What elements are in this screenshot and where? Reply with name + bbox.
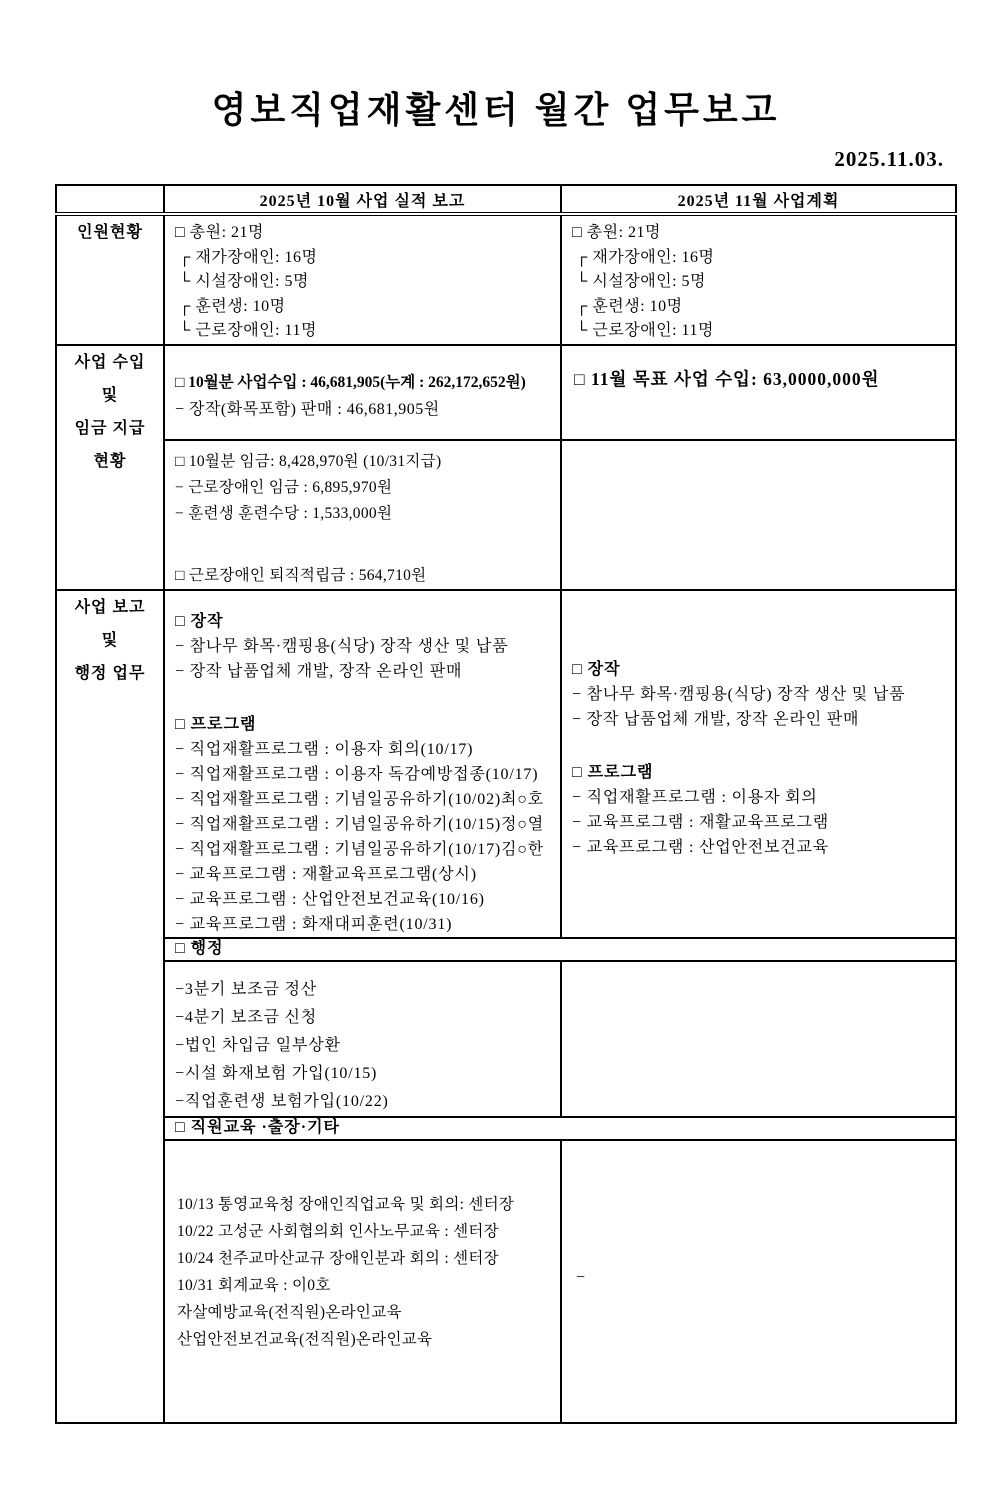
row-label-income (56, 345, 164, 590)
row-label-line: 현황 (93, 452, 127, 470)
row-label-line: 및 (101, 386, 119, 404)
personnel-line: ┌ 훈련생: 10명 (179, 297, 286, 315)
row-label-line: 행정 업무 (74, 664, 146, 682)
revenue-plan-line: □ 11월 목표 사업 수입: 63,0000,000원 (574, 368, 880, 389)
firewood-line: − 참나무 화목·캠핑용(식당) 장작 생산 및 납품 (572, 685, 906, 703)
wage-line: − 근로장애인 임금 : 6,895,970원 (175, 478, 393, 496)
personnel-line: └ 시설장애인: 5명 (179, 273, 310, 290)
program-line: − 교육프로그램 : 화재대피훈련(10/31) (175, 915, 453, 933)
program-line: − 직업재활프로그램 : 이용자 회의(10/17) (175, 740, 474, 758)
training-band: □ 직원교육 ·출장·기타 (164, 1117, 956, 1140)
wage-row (56, 440, 956, 590)
revenue-title-line: □ 10월분 사업수입 : 46,681,905(누계 : 262,172,652원) (175, 373, 526, 391)
program-section-title: □ 프로그램 (572, 763, 654, 781)
program-line: − 직업재활프로그램 : 기념일공유하기(10/15)정○열 (175, 815, 544, 833)
report-table (55, 184, 957, 1424)
admin-line: −4분기 보조금 신청 (175, 1008, 318, 1026)
program-line: − 교육프로그램 : 재활교육프로그램(상시) (175, 865, 477, 883)
admin-line: −3분기 보조금 정산 (175, 980, 318, 998)
revenue-actual-cell (164, 345, 561, 440)
admin-line: −법인 차입금 일부상환 (175, 1036, 341, 1054)
admin-actual-cell (164, 961, 561, 1117)
report-title: 영보직업재활센터 월간 업무보고 (211, 90, 781, 130)
report-date: 2025.11.03. (834, 147, 944, 171)
program-line: − 직업재활프로그램 : 이용자 독감예방접종(10/17) (175, 765, 539, 783)
wage-line: − 훈련생 훈련수당 : 1,533,000원 (175, 504, 393, 522)
personnel-plan-cell (561, 214, 956, 345)
admin-plan-cell (561, 961, 956, 1117)
row-label-personnel: 인원현황 (56, 214, 164, 345)
revenue-detail-line: − 장작(화목포함) 판매 : 46,681,905원 (175, 400, 440, 418)
firewood-section-title: □ 장작 (175, 612, 224, 630)
header-empty-cell (56, 185, 164, 214)
training-actual-cell (164, 1140, 561, 1423)
program-line: − 직업재활프로그램 : 기념일공유하기(10/02)최○호 (175, 790, 544, 808)
training-row (56, 1140, 956, 1423)
training-plan-cell (561, 1140, 956, 1423)
training-line: 10/24 천주교마산교규 장애인분과 회의 : 센터장 (177, 1249, 499, 1267)
row-label-line: 및 (101, 631, 119, 649)
personnel-line: └ 근로장애인: 11명 (576, 322, 714, 339)
personnel-line: ┌ 재가장애인: 16명 (179, 248, 318, 266)
program-line: − 직업재활프로그램 : 이용자 회의 (572, 788, 818, 806)
admin-row (56, 961, 956, 1117)
program-line: − 교육프로그램 : 산업안전보건교육(10/16) (175, 890, 485, 908)
personnel-line: └ 시설장애인: 5명 (576, 273, 707, 290)
header-row (56, 185, 956, 214)
col-header-plan: 2025년 11월 사업계획 (561, 185, 956, 214)
personnel-line: □ 총원: 21명 (175, 224, 264, 241)
personnel-line: □ 총원: 21명 (572, 224, 661, 241)
wage-actual-cell (164, 440, 561, 590)
admin-band: □ 행정 (164, 938, 956, 961)
training-line: 10/22 고성군 사회협의회 인사노무교육 : 센터장 (177, 1222, 499, 1240)
wage-line: □ 근로장애인 퇴직적립금 : 564,710원 (175, 566, 427, 584)
wage-plan-cell (561, 440, 956, 590)
program-line: − 직업재활프로그램 : 기념일공유하기(10/17)김○한 (175, 840, 544, 858)
firewood-section-title: □ 장작 (572, 660, 621, 678)
training-line: 10/31 회계교육 : 이0호 (177, 1276, 331, 1294)
firewood-line: − 장작 납품업체 개발, 장작 온라인 판매 (175, 662, 463, 680)
personnel-actual-cell (164, 214, 561, 345)
row-label-business (56, 590, 164, 1423)
admin-band-row (56, 938, 956, 961)
training-line: 자살예방교육(전직원)온라인교육 (177, 1303, 402, 1321)
program-section-title: □ 프로그램 (175, 715, 257, 733)
work-row (56, 590, 956, 938)
revenue-plan-cell (561, 345, 956, 440)
program-line: − 교육프로그램 : 산업안전보건교육 (572, 838, 830, 856)
admin-line: −시설 화재보험 가입(10/15) (175, 1064, 378, 1082)
personnel-row (56, 214, 956, 345)
training-line: 10/13 통영교육청 장애인직업교육 및 회의: 센터장 (177, 1195, 515, 1213)
row-label-line: 사업 수입 (74, 353, 146, 371)
training-line: 산업안전보건교육(전직원)온라인교육 (177, 1330, 433, 1348)
wage-line: □ 10월분 임금: 8,428,970원 (10/31지급) (175, 452, 442, 470)
firewood-line: − 참나무 화목·캠핑용(식당) 장작 생산 및 납품 (175, 637, 509, 655)
personnel-line: ┌ 재가장애인: 16명 (576, 248, 715, 266)
firewood-line: − 장작 납품업체 개발, 장작 온라인 판매 (572, 710, 860, 728)
personnel-line: └ 근로장애인: 11명 (179, 322, 317, 339)
row-label-line: 임금 지급 (74, 419, 146, 437)
revenue-row (56, 345, 956, 440)
admin-line: −직업훈련생 보험가입(10/22) (175, 1092, 389, 1110)
personnel-line: ┌ 훈련생: 10명 (576, 297, 683, 315)
training-plan-dash: − (576, 1268, 586, 1286)
program-line: − 교육프로그램 : 재활교육프로그램 (572, 813, 830, 831)
work-actual-cell (164, 590, 561, 938)
work-plan-cell (561, 590, 956, 938)
row-label-line: 사업 보고 (74, 598, 146, 616)
training-band-row (56, 1117, 956, 1140)
col-header-actual: 2025년 10월 사업 실적 보고 (164, 185, 561, 214)
